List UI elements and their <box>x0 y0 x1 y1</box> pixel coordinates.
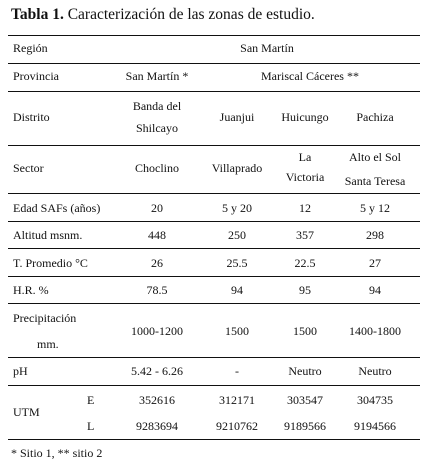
sector-value-4b: Santa Teresa <box>344 174 406 188</box>
caption-text: Caracterización de las zonas de estudio. <box>63 6 315 23</box>
edad-value-2: 5 y 20 <box>222 201 252 215</box>
rule <box>8 248 420 249</box>
row-label-humedad: H.R. % <box>13 283 49 297</box>
sector-value-2: Villaprado <box>211 161 263 175</box>
utm-e-value-4: 304735 <box>357 393 393 407</box>
provincia-value-1: San Martín * <box>125 69 189 83</box>
precip-value-1: 1000-1200 <box>131 324 183 338</box>
sector-value-3b: Victoria <box>285 170 325 184</box>
ph-value-4: Neutro <box>358 364 392 378</box>
table-caption <box>11 6 315 24</box>
rule <box>8 193 420 194</box>
row-label-precipitacion: Precipitación <box>13 311 77 325</box>
row-label-sector: Sector <box>13 161 44 175</box>
distrito-value-1b: Shilcayo <box>136 121 178 135</box>
ph-value-2: - <box>235 364 239 378</box>
ph-value-3: Neutro <box>288 364 322 378</box>
utm-e-value-1: 352616 <box>139 393 175 407</box>
utm-l-value-2: 9210762 <box>216 419 258 433</box>
altitud-value-1: 448 <box>148 228 166 242</box>
distrito-value-3: Huicungo <box>281 110 329 124</box>
row-label-distrito: Distrito <box>13 110 50 124</box>
utm-l-label: L <box>87 419 95 433</box>
rule-top <box>8 35 420 36</box>
row-label-precipitacion-unit: mm. <box>37 337 59 351</box>
provincia-value-2: Mariscal Cáceres ** <box>261 69 359 83</box>
row-label-altitud: Altitud msnm. <box>13 228 83 242</box>
rule <box>8 91 420 92</box>
sector-value-1: Choclino <box>135 161 179 175</box>
utm-e-label: E <box>87 393 95 407</box>
sector-value-4a: Alto el Sol <box>348 150 402 164</box>
row-label-edad: Edad SAFs (años) <box>13 201 101 215</box>
precip-value-3: 1500 <box>293 324 317 338</box>
rule <box>8 221 420 222</box>
caption-label: Tabla 1. <box>11 6 64 23</box>
rule <box>8 357 420 358</box>
rule <box>8 303 420 304</box>
rule <box>8 385 420 386</box>
altitud-value-2: 250 <box>228 228 246 242</box>
precip-value-4: 1400-1800 <box>349 324 401 338</box>
temp-value-1: 26 <box>151 256 163 270</box>
row-label-region: Región <box>13 41 48 55</box>
row-label-ph: pH <box>13 364 28 378</box>
utm-e-value-2: 312171 <box>219 393 255 407</box>
rule-bottom <box>8 439 420 440</box>
hr-value-2: 94 <box>231 283 243 297</box>
edad-value-1: 20 <box>151 201 163 215</box>
rule <box>8 276 420 277</box>
temp-value-3: 22.5 <box>294 256 316 270</box>
distrito-value-2: Juanjui <box>219 110 255 124</box>
precip-value-2: 1500 <box>225 324 249 338</box>
temp-value-4: 27 <box>369 256 381 270</box>
utm-l-value-4: 9194566 <box>354 419 396 433</box>
edad-value-4: 5 y 12 <box>360 201 390 215</box>
altitud-value-3: 357 <box>296 228 314 242</box>
utm-l-value-1: 9283694 <box>136 419 178 433</box>
region-value: San Martín <box>240 41 294 55</box>
hr-value-3: 95 <box>299 283 311 297</box>
distrito-value-1a: Banda del <box>132 99 182 113</box>
altitud-value-4: 298 <box>366 228 384 242</box>
rule <box>8 63 420 64</box>
sector-value-3a: La <box>298 150 312 164</box>
utm-e-value-3: 303547 <box>287 393 323 407</box>
row-label-temperatura: T. Promedio °C <box>13 256 88 270</box>
edad-value-3: 12 <box>299 201 311 215</box>
utm-l-value-3: 9189566 <box>284 419 326 433</box>
hr-value-1: 78.5 <box>146 283 168 297</box>
ph-value-1: 5.42 - 6.26 <box>131 364 183 378</box>
temp-value-2: 25.5 <box>226 256 248 270</box>
table-footnote: * Sitio 1, ** sitio 2 <box>11 446 103 460</box>
row-label-utm: UTM <box>13 405 40 419</box>
rule <box>8 145 420 146</box>
row-label-provincia: Provincia <box>13 69 59 83</box>
distrito-value-4: Pachiza <box>356 110 394 124</box>
hr-value-4: 94 <box>369 283 381 297</box>
